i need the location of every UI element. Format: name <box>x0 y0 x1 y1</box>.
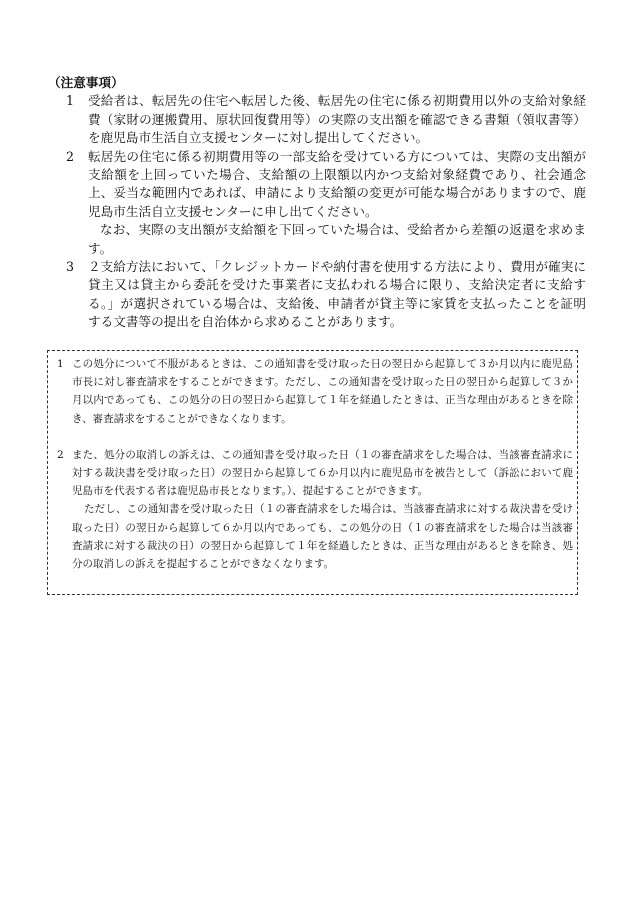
appeal-number: 2 <box>57 448 64 461</box>
note-item <box>50 148 586 258</box>
note-body <box>88 258 586 332</box>
notes-heading: （注意事項） <box>48 75 124 90</box>
appeal-item <box>57 355 573 428</box>
appeal-number: 1 <box>57 358 64 370</box>
note-text: 受給者は、転居先の住宅へ転居した後、転居先の住宅に係る初期費用以外の支給対象経費（家財の運搬費用、原状回復費用等）の実際の支出額を確認できる書類（領収書等）を鹿児島市生活自立支援センターに対し提出してください。 <box>88 93 586 146</box>
note-item <box>50 92 586 147</box>
note-body <box>88 92 586 147</box>
appeal-text: この処分について不服があるときは、この通知書を受け取った日の翌日から起算して３か月以内に鹿児島市長に対し審査請求をすることができます。ただし、この通知書を受け取った日の翌日から起算して３か月以内であっても、この処分の日の翌日から起算して１年を経過したときは、正当な理由があるときを除き、審査請求をすることができなくなります。 <box>72 358 573 425</box>
note-number: 2 <box>65 148 74 164</box>
note-subtext: なお、実際の支出額が支給額を下回っていた場合は、受給者から差額の返還を求めます。 <box>88 222 586 256</box>
note-number: 1 <box>65 93 74 109</box>
appeal-text: また、処分の取消しの訴えは、この通知書を受け取った日（１の審査請求をした場合は、当該審査請求に対する裁決書を受け取った日）の翌日から起算して６か月以内に鹿児島市を被告として（訴訟において鹿児島市を代表する者は鹿児島市長となります。）、提起することができます。 <box>72 448 573 498</box>
appeal-notice-box <box>47 350 578 595</box>
appeal-body <box>72 446 573 573</box>
appeal-body <box>72 355 573 428</box>
appeal-item <box>57 446 573 573</box>
appeal-subtext: ただし、この通知書を受け取った日（１の審査請求をした場合は、当該審査請求に対する裁決書を受け取った日）の翌日から起算して６か月以内であっても、この処分の日（１の審査請求をした場合は当該審査請求に対する裁決の日）の翌日から起算して１年を経過したときは、正当な理由があるときを除き、処分の取消しの訴えを提起することができなくなります。 <box>72 503 573 571</box>
note-body <box>88 148 586 258</box>
note-text: 転居先の住宅に係る初期費用等の一部支給を受けている方については、実際の支出額が支給額を上回っていた場合、支給額の上限額以内かつ支給対象経費であり、社会通念上、妥当な範囲内であれば、申請により支給額の変更が可能な場合がありますので、鹿児島市生活自立支援センターに申し出てください。 <box>88 148 586 219</box>
notes-section <box>50 74 586 332</box>
spacer <box>57 428 573 446</box>
note-number: 3 <box>65 259 74 275</box>
note-text: ２支給方法において、「クレジットカードや納付書を使用する方法により、費用が確実に貸主又は貸主から委託を受けた事業者に支払われる場合に限り、支給決定者に支給する。」が選択されている場合は、支給後、申請者が貸主等に家賃を支払ったことを証明する文書等の提出を自治体から求めることがあります。 <box>88 259 586 330</box>
note-item <box>50 258 586 332</box>
